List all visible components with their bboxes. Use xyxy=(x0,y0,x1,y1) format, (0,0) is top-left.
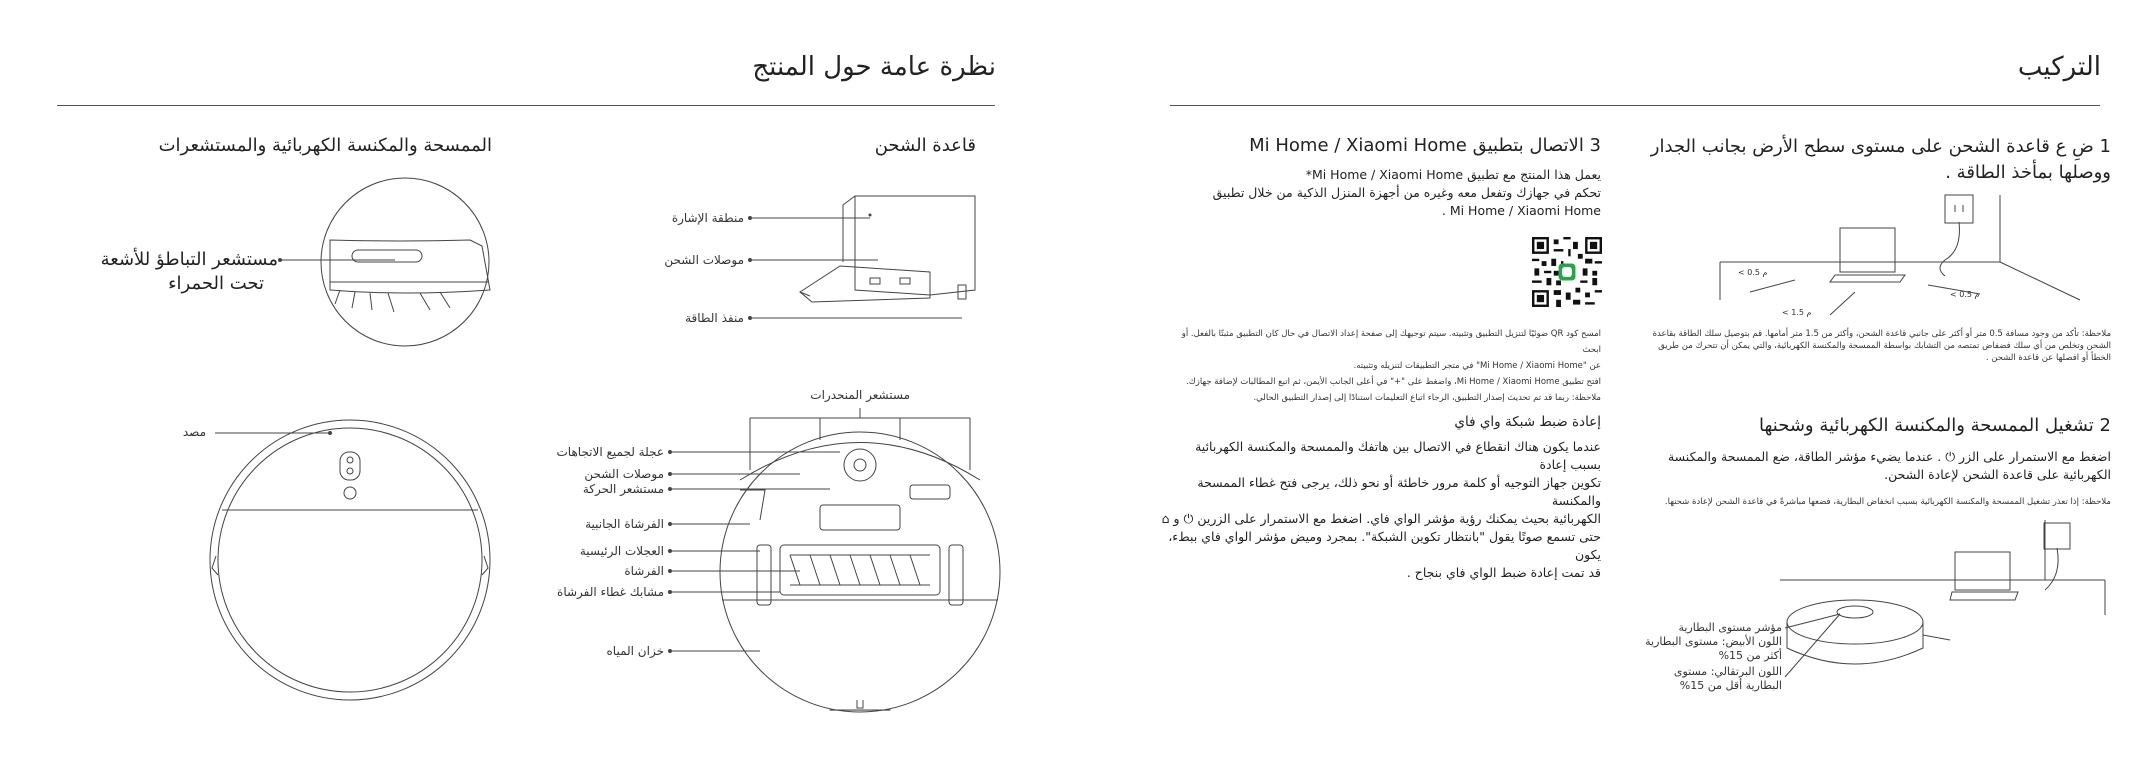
wifi-reset-heading: إعادة ضبط شبكة واي فاي xyxy=(1454,414,1601,430)
battery-white-line1: اللون الأبيض: مستوى البطارية xyxy=(1645,635,1782,648)
step3-instructions: امسح كود QR ضوئيًا لتنزيل التطبيق وتثبيته. سيتم توجيهك إلى صفحة إعداد الاتصال في حال كان التطبيق مثبتًا بالفعل. أو ابحث عن "Mi Home / Xiaomi Home" في متجر التطبيقات لتنزيله وتثبيته. افتح تطبيق Mi Home / Xiaomi Home، واضغط على "+" في أعلى الجانب الأيمن، ثم اتبع المطالبات لإضافة جهازك. ملاحظة: ربما قد تم تحديث إصدار التطبيق، الرجاء اتباع التعليمات استنادًا إلى إصدار التطبيق الحالي. xyxy=(1181,329,1601,403)
battery-orange-line2: البطارية أقل من 15% xyxy=(1679,679,1782,692)
power-port-label: منفذ الطاقة xyxy=(685,311,744,325)
brush-label: الفرشاة xyxy=(624,564,664,578)
omni-wheel-label: عجلة لجميع الاتجاهات xyxy=(556,445,664,459)
signal-area-label: منطقة الإشارة xyxy=(671,211,744,225)
cliff-sensor-label: مستشعر المنحدرات xyxy=(810,388,910,402)
dim-right-label: < 0.5 م xyxy=(1950,290,1980,299)
step2-note: ملاحظة: إذا تعذر تشغيل الممسحة والمكنسة الكهربائية بسبب انخفاض البطارية، فضعها مباشرةً في قاعدة الشحن لإعادة شحنها. xyxy=(1664,497,2111,507)
ir-sensor-label: مستشعر التباطؤ للأشعة تحت الحمراء xyxy=(100,249,278,294)
dim-front-label: < 1.5 م xyxy=(1782,308,1812,317)
qr-code-image xyxy=(1532,237,1602,307)
step1-note: ملاحظة: تأكد من وجود مسافة 0.5 متر أو أكثر على جانبي قاعدة الشحن، وأكثر من 1.5 متر أمامها. قم بتوصيل سلك الطاقة بقاعدة الشحن وتخلص من أي سلك فضفاض تمتصه من التشابك بواسطة الممسحة والمكنسة الكهربائية، والتي يمكن أن تتحرك من طريق الخطأ أو افصلها عن قاعدة الشحن . xyxy=(1652,329,2111,363)
motion-sensor-label: مستشعر الحركة xyxy=(582,482,664,496)
battery-indicator-legend xyxy=(1645,621,1782,693)
step1-heading: 1 ضِ ع قاعدة الشحن على مستوى سطح الأرض بجانب الجدار ووصلها بمأخذ الطاقة . xyxy=(1650,136,2111,183)
main-wheels-label: العجلات الرئيسية xyxy=(579,544,664,558)
step3-heading: 3 الاتصال بتطبيق Mi Home / Xiaomi Home xyxy=(1249,135,1601,156)
overview-title: نظرة عامة حول المنتج xyxy=(752,52,996,82)
charging-contacts-label: موصلات الشحن xyxy=(664,253,744,267)
step2-heading: 2 تشغيل الممسحة والمكنسة الكهربائية وشحنها xyxy=(1758,415,2111,436)
water-tank-label: خزان المياه xyxy=(606,644,664,658)
step2-text: اضغط مع الاستمرار على الزر ⏻ . عندما يضيء مؤشر الطاقة، ضع الممسحة والمكنسة الكهربائية على قاعدة الشحن لإعادة الشحن. xyxy=(1667,449,2111,482)
brush-cover-clips-label: مشابك غطاء الفرشاة xyxy=(557,585,664,599)
step3-text: يعمل هذا المنتج مع تطبيق Mi Home / Xiaomi Home* تحكم في جهازك وتفعل معه وغيره من أجهزة المنزل الذكية من خلال تطبيق Mi Home / Xiaomi Home . xyxy=(1212,167,1601,218)
side-brush-label: الفرشاة الجانبية xyxy=(585,517,664,531)
mop-section-heading: الممسحة والمكنسة الكهربائية والمستشعرات xyxy=(158,135,492,156)
battery-orange-line1: اللون البرتقالي: مستوى xyxy=(1673,665,1782,678)
bottom-charging-contacts-label: موصلات الشحن xyxy=(584,467,664,481)
dim-left-label: < 0.5 م xyxy=(1738,268,1768,277)
bumper-label: مصد xyxy=(182,425,206,439)
battery-indicator-title: مؤشر مستوى البطارية xyxy=(1678,621,1782,634)
installation-title: التركيب xyxy=(2017,52,2101,82)
wifi-reset-text: عندما يكون هناك انقطاع في الاتصال بين هاتفك والممسحة والمكنسة الكهربائية بسبب إعادة تكوين جهاز التوجيه أو كلمة مرور خاطئة أو نحو ذلك، يرجى فتح غطاء الممسحة والمكنسة الكهربائية بحيث يمكنك رؤية مؤشر الواي فاي. اضغط مع الاستمرار على الزرين ⏻ و ⌂ حتى تسمع صوتًا يقول "بانتظار تكوين الشبكة". بمجرد وميض مؤشر الواي فاي ببطء، يكون قد تمت إعادة ضبط الواي فاي بنجاح . xyxy=(1161,439,1601,580)
battery-white-line2: أكثر من 15% xyxy=(1718,649,1782,662)
dock-section-heading: قاعدة الشحن xyxy=(874,135,976,156)
